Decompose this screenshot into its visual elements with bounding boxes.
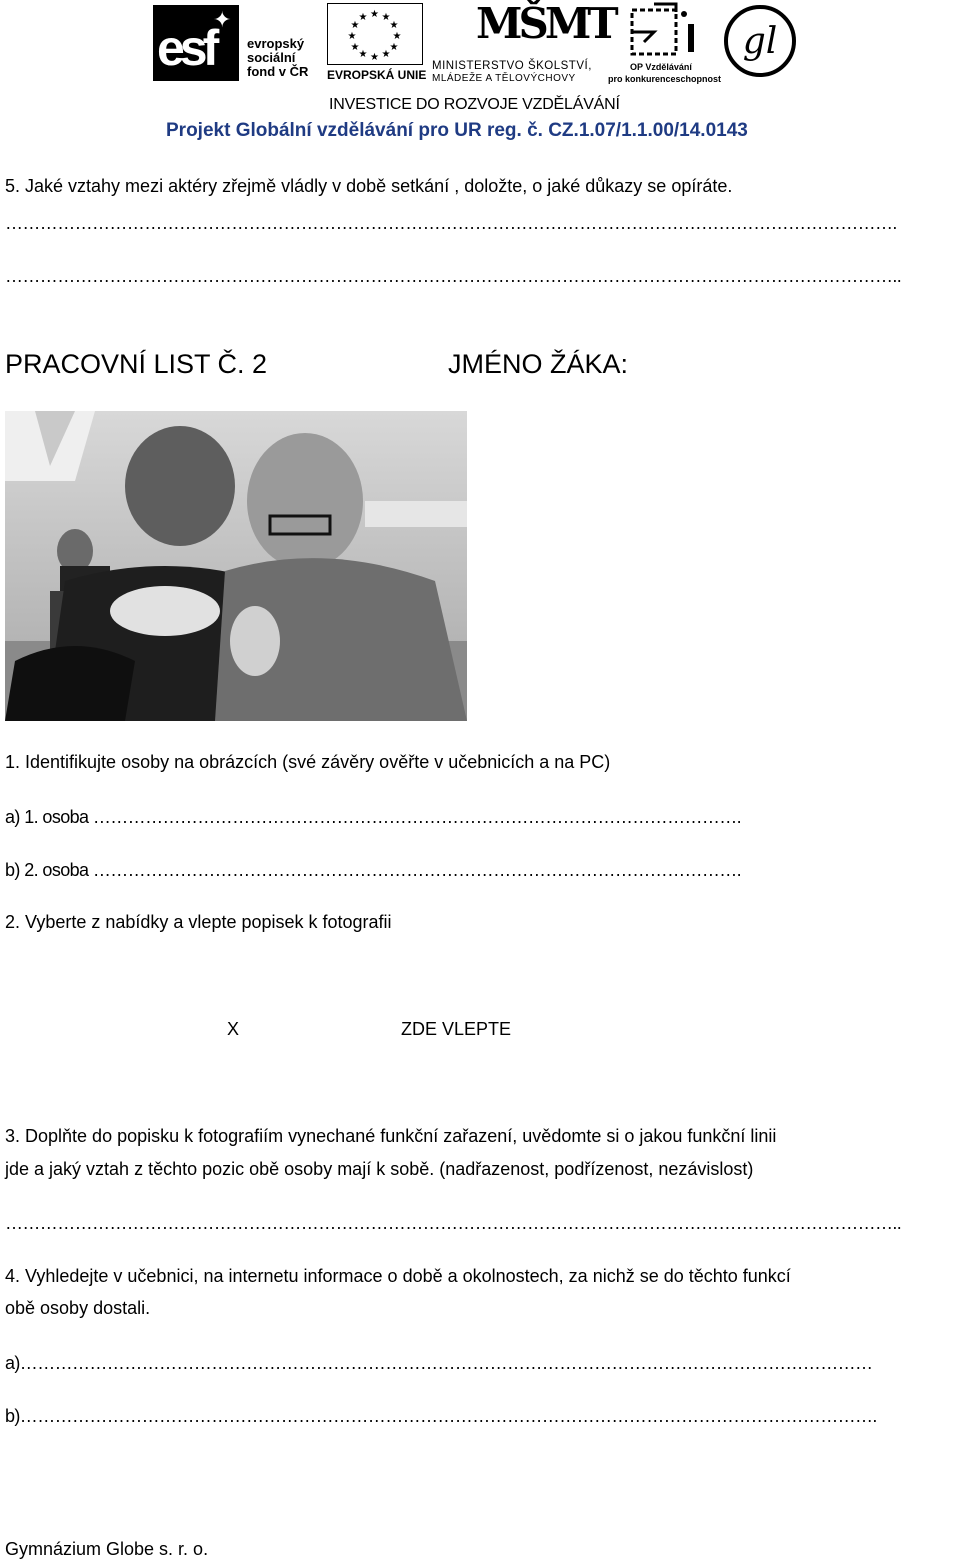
q1-person-1-line[interactable]: a) 1. osoba ………………………………………………………………………………………………….	[5, 807, 742, 827]
esf-person-icon: ✦	[213, 7, 232, 32]
q5-answer-line-1[interactable]: ……………………………………………………………………………………………………………………………………….	[5, 213, 897, 233]
msmt-line1: MINISTERSTVO ŠKOLSTVÍ,	[432, 60, 592, 72]
q1-text: 1. Identifikujte osoby na obrázcích (své závěry ověřte v učebnicích a na PC)	[5, 752, 611, 772]
svg-text:★: ★	[350, 42, 360, 53]
esf-letters: esf	[157, 20, 215, 76]
svg-text:★: ★	[389, 20, 399, 31]
eu-caption: EVROPSKÁ UNIE	[327, 68, 427, 82]
svg-text:★: ★	[358, 49, 368, 60]
msmt-line2: MLÁDEŽE A TĚLOVÝCHOVY	[432, 73, 576, 84]
op-line2: pro konkurenceschopnost	[608, 74, 722, 84]
svg-text:★: ★	[381, 12, 391, 23]
q5-text: 5. Jaké vztahy mezi aktéry zřejmě vládly v době setkání , doložte, o jaké důkazy se opíráte.	[5, 176, 733, 196]
photo	[5, 411, 467, 721]
project-title: Projekt Globální vzdělávání pro UR reg. č. CZ.1.07/1.1.00/14.0143	[166, 120, 748, 141]
esf-logo-mark	[153, 5, 239, 81]
q3-text-line2: jde a jaký vztah z těchto pozic obě osoby mají k sobě. (nadřazenost, podřízenost, nezávislost)	[5, 1159, 754, 1179]
svg-text:★: ★	[370, 9, 379, 20]
msmt-logo	[432, 0, 615, 84]
q2-marker: X	[227, 1019, 240, 1039]
svg-text:★: ★	[358, 12, 368, 23]
svg-text:★: ★	[350, 20, 360, 31]
svg-text:★: ★	[392, 31, 402, 42]
svg-text:★: ★	[389, 42, 399, 53]
q1-person-2-line[interactable]: b) 2. osoba ………………………………………………………………………………………………….	[5, 860, 742, 880]
worksheet-title: PRACOVNÍ LIST Č. 2	[5, 349, 268, 379]
eu-logo	[326, 3, 427, 82]
q2-paste-here[interactable]: ZDE VLEPTE	[401, 1019, 512, 1039]
svg-text:★: ★	[370, 52, 379, 63]
op-square-arrow-icon	[624, 2, 704, 62]
q4-text-line2: obě osoby dostali.	[5, 1298, 151, 1318]
q3-answer-line[interactable]: ………………………………………………………………………………………………………………………………………..	[5, 1213, 902, 1233]
eu-flag-icon	[327, 3, 423, 65]
q4-text-line1: 4. Vyhledejte v učebnici, na internetu informace o době a okolnostech, za nichž se do těchto funkcí	[5, 1266, 791, 1286]
q5-answer-line-2[interactable]: ………………………………………………………………………………………………………………………………………..	[5, 266, 902, 286]
investice-banner: INVESTICE DO ROZVOJE VZDĚLÁVÁNÍ	[329, 96, 620, 113]
op-logo	[606, 2, 722, 84]
q4-answer-a[interactable]: a)…………………………………………………………………………………………………………………………………	[5, 1353, 873, 1373]
msmt-mark: MŠMT	[476, 0, 615, 48]
svg-text:★: ★	[381, 49, 391, 60]
esf-logo-text	[247, 37, 308, 79]
footer-school: Gymnázium Globe s. r. o.	[5, 1539, 209, 1559]
op-line1: OP Vzdělávání	[630, 62, 692, 72]
q2-text: 2. Vyberte z nabídky a vlepte popisek k fotografii	[5, 912, 392, 932]
esf-logo	[153, 3, 315, 83]
q3-text-line1: 3. Doplňte do popisku k fotografiím vynechané funkční zařazení, uvědomte si o jakou funkční linii	[5, 1126, 777, 1146]
gl-logo-mark: gl	[742, 21, 778, 62]
esf-text-line: sociální	[247, 50, 296, 65]
student-name-label: JMÉNO ŽÁKA:	[448, 349, 629, 379]
esf-text-line: evropský	[247, 36, 305, 51]
gl-logo	[722, 3, 798, 79]
svg-text:★: ★	[347, 31, 357, 42]
q4-answer-b[interactable]: b)………………………………………………………………………………………………………………………………….	[5, 1406, 877, 1426]
esf-text-line: fond v ČR	[247, 64, 309, 79]
